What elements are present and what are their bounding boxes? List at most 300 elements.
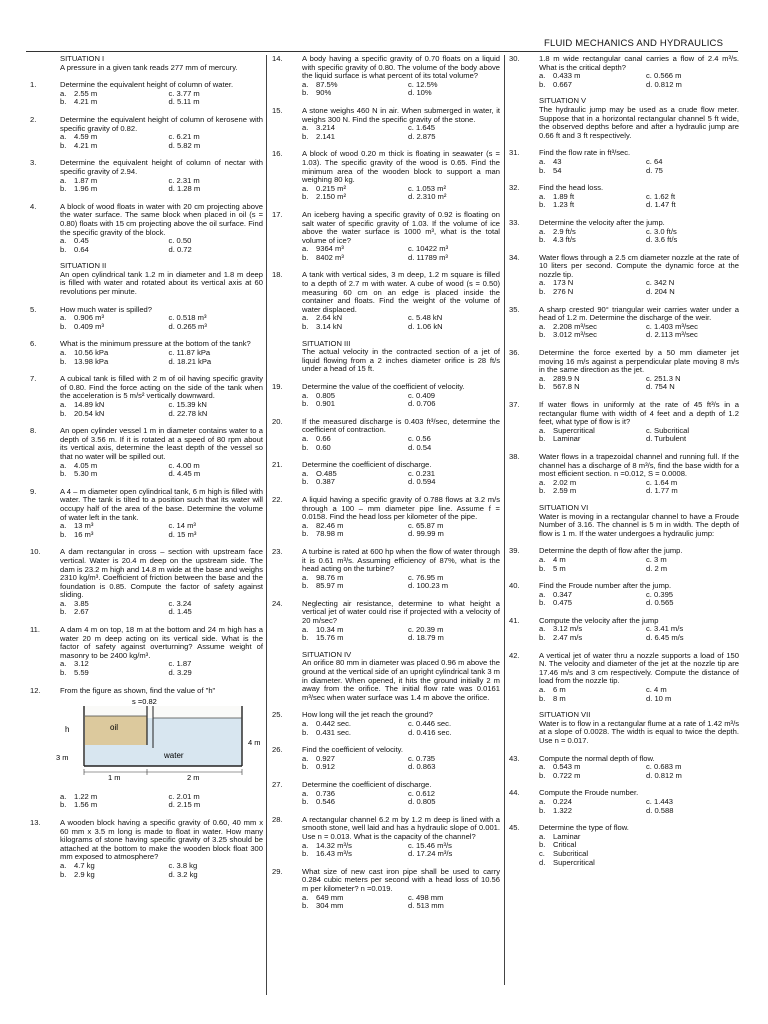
choice-letter: a. bbox=[539, 71, 546, 81]
choice-value: d. 2.875 bbox=[408, 131, 436, 141]
choice-value: d. 0.416 sec. bbox=[408, 727, 452, 737]
choice-value: Critical bbox=[553, 840, 577, 850]
question bbox=[272, 746, 500, 772]
choice-value: d. 22.78 kN bbox=[168, 408, 208, 418]
choice-value: 1.89 ft bbox=[553, 191, 575, 201]
answer-choices bbox=[60, 522, 263, 539]
question-text: Determine the value of the coefficient of velocity. bbox=[302, 382, 465, 391]
column-divider bbox=[266, 55, 267, 995]
choice-letter: b. bbox=[539, 330, 546, 340]
question bbox=[30, 375, 263, 418]
choice-letter: a. bbox=[539, 321, 546, 331]
question-number: 23. bbox=[272, 546, 283, 556]
choice-letter: a. bbox=[539, 624, 546, 634]
choice-letter: a. bbox=[302, 788, 309, 798]
question-text: How long will the jet reach the ground? bbox=[302, 710, 433, 720]
answer-choices bbox=[539, 625, 739, 642]
question-text: If the measured discharge is 0.403 ft³/sec, determine the coefficient of contraction. bbox=[302, 416, 500, 435]
question-text: A vertical jet of water thru a nozzle supports a load of 150 N. The velocity and diameter of the jet at the nozzle tip are 17.46 m/s and 3 cm respectively. Compute the distance of load from the nozzle tip. bbox=[539, 650, 739, 686]
choice-letter: a. bbox=[302, 313, 309, 323]
question-text: A stone weighs 460 N in air. When submerged in water, it weighs 300 N. Find the specific gravity of the stone. bbox=[302, 105, 500, 124]
choice-letter: a. bbox=[302, 753, 309, 763]
question-number: 29. bbox=[272, 866, 283, 876]
question-text: Find the coefficient of velocity. bbox=[302, 745, 404, 755]
choice-value: c. 2.01 m bbox=[168, 791, 200, 801]
situation-heading: SITUATION V bbox=[539, 96, 587, 106]
choice-letter: a. bbox=[302, 244, 309, 254]
choice-letter: c. bbox=[539, 848, 545, 858]
choice-letter: b. bbox=[60, 869, 67, 879]
choice-value: c. 3.24 bbox=[168, 598, 192, 608]
question bbox=[509, 401, 739, 444]
choice-value: 0.409 m³ bbox=[74, 321, 104, 331]
question-number: 14. bbox=[272, 54, 283, 63]
choice-letter: a. bbox=[302, 390, 309, 400]
choice-value: 0.667 bbox=[553, 79, 573, 89]
question-number: 10. bbox=[30, 547, 41, 557]
answer-choices bbox=[539, 228, 739, 245]
answer-choices bbox=[302, 314, 500, 331]
choice-value: 4.21 m bbox=[74, 97, 98, 107]
choice-value: 4.21 m bbox=[74, 140, 98, 150]
choice-value: 98.76 m bbox=[316, 572, 344, 582]
choice-letter: b. bbox=[539, 79, 546, 89]
answer-choices bbox=[60, 90, 263, 107]
choice-value: d. 204 N bbox=[646, 287, 675, 297]
choice-letter: a. bbox=[539, 762, 546, 772]
choice-value: 0.60 bbox=[316, 442, 331, 452]
question bbox=[30, 687, 263, 810]
choice-value: 2.55 m bbox=[74, 88, 98, 98]
choice-value: c. Subcritical bbox=[646, 425, 690, 435]
choice-value: 78.98 m bbox=[316, 529, 344, 539]
question bbox=[509, 582, 739, 608]
choice-value: 4 m bbox=[553, 554, 566, 564]
answer-choices bbox=[60, 314, 263, 331]
question-text: Determine the force exerted by a 50 mm diameter jet moving 16 m/s against a perpendicular plate moving 8 m/s in the same direction as the jet. bbox=[539, 348, 739, 375]
figure-12 bbox=[56, 697, 263, 791]
choice-letter: d. bbox=[539, 857, 546, 867]
answer-choices bbox=[539, 323, 739, 340]
question-number: 17. bbox=[272, 209, 283, 219]
question-text: A body having a specific gravity of 0.70 floats on a liquid with specific gravity of 0.80. The volume of the body above the liquid surface is what percent of its total volume? bbox=[302, 54, 500, 81]
choice-letter: b. bbox=[302, 477, 309, 487]
choice-value: c. 0.231 bbox=[408, 468, 436, 478]
answer-choices bbox=[539, 375, 739, 392]
choice-value: c. 4 m bbox=[646, 685, 667, 695]
question bbox=[509, 219, 739, 245]
choice-value: 0.224 bbox=[553, 796, 573, 806]
answer-choices bbox=[60, 133, 263, 150]
choice-letter: a. bbox=[539, 278, 546, 288]
question bbox=[272, 150, 500, 202]
question-text: A sharp crested 90° triangular weir carries water under a head of 1.2 m. Determine the discharge of the weir. bbox=[539, 304, 739, 323]
choice-value: c. 65.87 m bbox=[408, 520, 444, 530]
answer-choices bbox=[539, 158, 739, 175]
choice-letter: a. bbox=[302, 572, 309, 582]
choice-value: 4.3 ft/s bbox=[553, 235, 576, 245]
question-text: A wooden block having a specific gravity of 0.60, 40 mm x 60 mm x 3.5 m long is made to float in water. How many kilograms of stone having specific gravity of 3.25 should be attached at the bottom to make the wooden block float 300 mm exposed to atmosphere? bbox=[60, 818, 263, 862]
choice-value: d. 0.565 bbox=[646, 598, 674, 608]
choice-value: c. 76.95 m bbox=[408, 572, 444, 582]
question-number: 31. bbox=[509, 148, 520, 158]
choice-value: c. 0.566 m bbox=[646, 71, 682, 81]
question bbox=[272, 211, 500, 263]
question-number: 33. bbox=[509, 217, 520, 227]
choice-value: 0.431 sec. bbox=[316, 727, 352, 737]
answer-choices bbox=[302, 245, 500, 262]
question-number: 24. bbox=[272, 598, 283, 608]
choice-value: d. 0.588 bbox=[646, 805, 674, 815]
question-number: 16. bbox=[272, 149, 283, 159]
answer-choices bbox=[60, 349, 263, 366]
choice-value: 0.901 bbox=[316, 399, 336, 409]
question bbox=[509, 547, 739, 573]
choice-value: Supercritical bbox=[553, 857, 595, 867]
answer-choices bbox=[302, 470, 500, 487]
choice-value: c. 4.00 m bbox=[168, 460, 200, 470]
choice-letter: a. bbox=[539, 831, 546, 841]
question-number: 11. bbox=[30, 625, 40, 635]
choice-value: 276 N bbox=[553, 287, 574, 297]
choice-letter: a. bbox=[60, 598, 67, 608]
question-text: An iceberg having a specific gravity of 0.92 is floating on salt water of specific gravity of 1.03. If the volume of ice above the water surface is 1000 m³, what is the total volume of ice? bbox=[302, 209, 500, 245]
choice-letter: a. bbox=[302, 468, 309, 478]
choice-value: d. 0.72 bbox=[168, 244, 192, 254]
answer-choices bbox=[302, 755, 500, 772]
choice-value: d. 3.29 bbox=[168, 668, 192, 678]
choice-value: 3.12 m/s bbox=[553, 624, 583, 634]
fig-oil-label: oil bbox=[110, 723, 119, 733]
answer-choices bbox=[539, 279, 739, 296]
question-text: A dam rectangular in cross – section with upstream face vertical. Water is 20.4 m deep on the upstream side. The dam is 23.2 m high and 14.8 m wide at the base and weighs 2310 kg/m³. Coefficient of friction between the base and the foundation is 0.85. Compute the factor of safety against sliding. bbox=[60, 547, 263, 600]
situation-text: The hydraulic jump may be used as a crude flow meter. Suppose that in a horizontal rectangular channel 5 ft wide, the observed depths before and after a hydraulic jump are 0.66 ft and 3 ft respectively. bbox=[539, 104, 739, 140]
choice-value: 54 bbox=[553, 165, 562, 175]
question-text: A rectangular channel 6.2 m by 1.2 m deep is lined with a smooth stone, well laid and has a hydraulic slope of 0.001. Use n = 0.013. What is the capacity of the channel? bbox=[302, 814, 500, 841]
question-text: What is the minimum pressure at the bottom of the tank? bbox=[60, 339, 251, 349]
answer-choices bbox=[539, 479, 739, 496]
choice-value: d. 2 m bbox=[646, 563, 668, 573]
question-number: 9. bbox=[30, 486, 37, 496]
question-number: 45. bbox=[509, 823, 520, 833]
choice-letter: a. bbox=[60, 659, 67, 669]
question-number: 20. bbox=[272, 416, 283, 426]
choice-value: 0.912 bbox=[316, 762, 336, 772]
choice-letter: a. bbox=[60, 860, 67, 870]
choice-value: c. 0.50 bbox=[168, 236, 192, 246]
choice-letter: a. bbox=[60, 88, 67, 98]
choice-value: 0.215 m² bbox=[316, 183, 346, 193]
question bbox=[272, 781, 500, 807]
choice-letter: a. bbox=[302, 123, 309, 133]
question-text: Compute the velocity after the jump bbox=[539, 615, 659, 625]
choice-letter: b. bbox=[539, 235, 546, 245]
choice-value: 2.47 m/s bbox=[553, 633, 583, 643]
choice-value: d. 2.113 m³/sec bbox=[646, 330, 698, 340]
choice-letter: b. bbox=[302, 529, 309, 539]
question-number: 42. bbox=[509, 650, 520, 660]
choice-value: c. 6.21 m bbox=[168, 132, 200, 142]
question-text: Water flows through a 2.5 cm diameter nozzle at the rate of 10 liters per second. Compute the dynamic force at the nozzle tip. bbox=[539, 252, 739, 279]
choice-value: d. 0.805 bbox=[408, 797, 436, 807]
question-number: 19. bbox=[272, 382, 283, 391]
choice-value: Laminar bbox=[553, 831, 581, 841]
question bbox=[272, 418, 500, 452]
choice-value: 10.56 kPa bbox=[74, 348, 109, 358]
question-number: 12. bbox=[30, 685, 41, 695]
choice-value: d. 6.45 m/s bbox=[646, 633, 684, 643]
choice-value: d. 10 m bbox=[646, 693, 672, 703]
choice-letter: a. bbox=[60, 791, 67, 801]
choice-letter: b. bbox=[539, 563, 546, 573]
tank-diagram bbox=[56, 697, 282, 788]
choice-value: d. 0.812 m bbox=[646, 770, 682, 780]
situation-text: A pressure in a given tank reads 277 mm of mercury. bbox=[60, 62, 238, 72]
choice-value: 90% bbox=[316, 88, 332, 98]
choice-value: d. 99.99 m bbox=[408, 529, 444, 539]
question-number: 27. bbox=[272, 779, 283, 789]
question-number: 37. bbox=[509, 400, 520, 409]
answer-choices bbox=[302, 435, 500, 452]
question-text: Find the flow rate in ft³/sec. bbox=[539, 148, 631, 158]
choice-value: 0.906 m³ bbox=[74, 313, 104, 323]
choice-value: 1.22 m bbox=[74, 791, 98, 801]
question-text: A cubical tank is filled with 2 m of oil having specific gravity of 0.80. Find the force acting on the side of the tank when the acceleration is 5 m/s² vertically downward. bbox=[60, 374, 263, 401]
choice-value: d. 754 N bbox=[646, 382, 675, 392]
question bbox=[30, 306, 263, 332]
question-number: 22. bbox=[272, 494, 283, 504]
question bbox=[272, 816, 500, 859]
answer-choices bbox=[302, 626, 500, 643]
choice-letter: b. bbox=[539, 434, 546, 444]
choice-value: 9364 m³ bbox=[316, 244, 344, 254]
choice-value: d. 0.54 bbox=[408, 442, 432, 452]
question-number: 18. bbox=[272, 270, 283, 280]
question bbox=[272, 496, 500, 539]
choice-value: c. 5.48 kN bbox=[408, 313, 443, 323]
choice-value: c. 1.87 bbox=[168, 659, 192, 669]
answer-choices bbox=[302, 81, 500, 98]
situation-text: Water is moving in a rectangular channel to have a Froude Number of 3.16. The channel is 5 m in width. The depth of flow is 1 m. If the water undergoes a hydraulic jump: bbox=[539, 511, 739, 538]
question-text: Compute the Froude number. bbox=[539, 788, 639, 798]
question bbox=[509, 306, 739, 340]
answer-choices bbox=[539, 556, 739, 573]
choice-letter: a. bbox=[60, 348, 67, 358]
answer-choices bbox=[60, 660, 263, 677]
question-text: Determine the equivalent height of column of kerosene with specific gravity of 0.82. bbox=[60, 114, 263, 133]
question-text: From the figure as shown, find the value of "h" bbox=[60, 685, 216, 695]
choice-letter: b. bbox=[60, 356, 67, 366]
situation-heading: SITUATION IV bbox=[302, 649, 352, 659]
choice-value: c. 3.77 m bbox=[168, 88, 200, 98]
choice-value: d. 1.45 bbox=[168, 607, 192, 617]
question bbox=[509, 55, 739, 89]
question-number: 15. bbox=[272, 105, 283, 115]
answer-choices bbox=[539, 798, 739, 815]
question-number: 3. bbox=[30, 158, 37, 168]
choice-value: c. 1.053 m² bbox=[408, 183, 446, 193]
question-number: 40. bbox=[509, 581, 520, 591]
choice-letter: b. bbox=[539, 598, 546, 608]
fig-3m-label: 3 m bbox=[56, 753, 69, 763]
choice-letter: a. bbox=[60, 236, 67, 246]
choice-value: 4.7 kg bbox=[74, 860, 95, 870]
question bbox=[509, 755, 739, 781]
choice-value: 0.45 bbox=[74, 236, 89, 246]
choice-value: 5.59 bbox=[74, 668, 89, 678]
question-text: What size of new cast iron pipe shall be used to carry 0.284 cubic meters per second with a head loss of 10.56 m per kilometer? n =0.019. bbox=[302, 866, 500, 893]
choice-value: 0.347 bbox=[553, 589, 573, 599]
question bbox=[30, 488, 263, 540]
choice-letter: a. bbox=[539, 226, 546, 236]
choice-value: c. 14 m³ bbox=[168, 521, 196, 531]
choice-value: d. 1.28 m bbox=[168, 184, 201, 194]
choice-letter: b. bbox=[302, 88, 309, 98]
question-text: A turbine is rated at 600 hp when the flow of water through it is 0.61 m³/s. Assuming efficiency of 87%, what is the head acting on the turbine? bbox=[302, 546, 500, 574]
choice-value: 1.87 m bbox=[74, 175, 98, 185]
question-text: Determine the equivalent height of column of nectar with specific gravity of 2.94. bbox=[60, 158, 263, 176]
answer-choices bbox=[539, 427, 739, 444]
choice-value: c. 0.683 m bbox=[646, 762, 682, 772]
choice-value: 8402 m³ bbox=[316, 252, 344, 262]
column-1 bbox=[30, 55, 263, 879]
choice-letter: b. bbox=[539, 486, 546, 496]
answer-choices bbox=[302, 790, 500, 807]
question-text: Find the Froude number after the jump. bbox=[539, 581, 672, 591]
choice-value: 0.927 bbox=[316, 753, 336, 763]
question-number: 2. bbox=[30, 114, 37, 124]
question bbox=[509, 349, 739, 392]
choice-letter: b. bbox=[539, 805, 546, 815]
choice-letter: b. bbox=[302, 131, 309, 141]
question-number: 6. bbox=[30, 339, 37, 349]
question-text: Determine the coefficient of discharge. bbox=[302, 779, 432, 789]
question-text: If water flows in uniformly at the rate of 45 ft³/s in a rectangular flume with width of 4 feet and a depth of 1.2 feet, what type of flow is it? bbox=[539, 400, 739, 427]
choice-value: c. 3.0 ft/s bbox=[646, 226, 677, 236]
choice-value: c. 1.645 bbox=[408, 123, 436, 133]
answer-choices bbox=[60, 600, 263, 617]
choice-value: d. 15 m³ bbox=[168, 529, 197, 539]
choice-value: 3.012 m³/sec bbox=[553, 330, 597, 340]
question bbox=[509, 824, 739, 867]
fig-4m-label: 4 m bbox=[248, 738, 261, 748]
question bbox=[272, 548, 500, 591]
question-number: 25. bbox=[272, 710, 283, 720]
choice-value: 13 m³ bbox=[74, 521, 94, 531]
choice-value: Laminar bbox=[553, 434, 581, 444]
choice-value: 0.64 bbox=[74, 244, 89, 254]
question bbox=[509, 617, 739, 643]
choice-letter: b. bbox=[539, 633, 546, 643]
choice-value: 0.805 bbox=[316, 390, 336, 400]
question-text: Find the head loss. bbox=[539, 183, 604, 193]
choice-value: 13.98 kPa bbox=[74, 356, 109, 366]
choice-letter: a. bbox=[60, 313, 67, 323]
answer-choices bbox=[302, 720, 500, 737]
choice-value: c. 15.39 kN bbox=[168, 400, 207, 409]
choice-value: 14.89 kN bbox=[74, 400, 105, 409]
choice-letter: b. bbox=[60, 469, 67, 479]
choice-value: d. 75 bbox=[646, 165, 663, 175]
question-number: 36. bbox=[509, 348, 520, 358]
choice-value: 304 mm bbox=[316, 901, 344, 911]
choice-value: c. 3 m bbox=[646, 554, 667, 564]
question-number: 21. bbox=[272, 460, 283, 470]
choice-value: c. 2.31 m bbox=[168, 175, 200, 185]
answer-choices bbox=[60, 401, 263, 418]
choice-letter: b. bbox=[302, 252, 309, 262]
question-number: 41. bbox=[509, 615, 520, 625]
choice-letter: b. bbox=[539, 693, 546, 703]
answer-choices bbox=[302, 392, 500, 409]
question-text: A dam 4 m on top, 18 m at the bottom and 24 m high has a water 20 m deep acting on its vertical side. What is the factor of safety against overturning? Assume weight of masonry to be 2400 kg/m³. bbox=[60, 625, 263, 660]
answer-choices bbox=[60, 862, 263, 879]
choice-value: 6 m bbox=[553, 685, 566, 695]
choice-value: d. 0.706 bbox=[408, 399, 436, 409]
choice-letter: a. bbox=[539, 191, 546, 201]
choice-value: d. 17.24 m³/s bbox=[408, 849, 453, 859]
question-number: 8. bbox=[30, 426, 37, 436]
question-number: 39. bbox=[509, 546, 520, 556]
choice-letter: a. bbox=[302, 719, 309, 728]
choice-value: 649 mm bbox=[316, 892, 344, 902]
fig-sg-label: s =0.82 bbox=[132, 697, 157, 707]
choice-value: 289.9 N bbox=[553, 373, 580, 383]
situation-heading: SITUATION VI bbox=[539, 502, 589, 512]
fig-h-label: h bbox=[65, 725, 70, 735]
question bbox=[30, 626, 263, 678]
choice-letter: a. bbox=[539, 425, 546, 435]
choice-letter: b. bbox=[60, 140, 67, 150]
question-text: Determine the type of flow. bbox=[539, 823, 629, 833]
choice-value: 4.59 m bbox=[74, 132, 98, 142]
choice-letter: b. bbox=[60, 184, 67, 194]
question bbox=[30, 427, 263, 479]
choice-letter: b. bbox=[302, 797, 309, 807]
question-text: An open cylinder vessel 1 m in diameter contains water to a depth of 3.56 m. If it is rotated at a speed of 80 rpm about its vertical axis, determine the least depth of the vessel so that no water will be spilled out. bbox=[60, 426, 263, 461]
choice-value: d. 1.77 m bbox=[646, 486, 678, 496]
question bbox=[30, 203, 263, 255]
choice-value: 15.76 m bbox=[316, 633, 344, 643]
choice-value: c. 251.3 N bbox=[646, 373, 681, 383]
choice-value: d. 2.15 m bbox=[168, 800, 201, 810]
answer-choices bbox=[302, 842, 500, 859]
choice-value: 20.54 kN bbox=[74, 408, 105, 418]
choice-letter: a. bbox=[302, 433, 309, 443]
choice-letter: b. bbox=[302, 581, 309, 591]
choice-value: 8 m bbox=[553, 693, 566, 703]
situation-heading: SITUATION II bbox=[60, 261, 107, 271]
situation-text: An orifice 80 mm in diameter was placed 0.96 m above the ground at the vertical side of an upright cylindrical tank 3 m in diameter. When opened, it hits the ground initially 2 m away from the orifice. The initial flow rate was 0.0161 m³/sec when water surface was 1.4 m above the orifice. bbox=[302, 658, 500, 702]
choice-letter: b. bbox=[60, 97, 67, 107]
question bbox=[30, 819, 263, 879]
question bbox=[272, 107, 500, 141]
answer-choices bbox=[302, 574, 500, 591]
choice-value: 0.387 bbox=[316, 477, 336, 487]
choice-value: c. 1.62 ft bbox=[646, 191, 676, 201]
choice-value: d. 3.6 ft/s bbox=[646, 235, 678, 245]
choice-letter: a. bbox=[539, 685, 546, 695]
choice-letter: a. bbox=[539, 156, 546, 166]
choice-value: 14.32 m³/s bbox=[316, 840, 352, 850]
choice-value: c. 12.5% bbox=[408, 79, 438, 89]
choice-letter: b. bbox=[302, 901, 309, 911]
choice-value: 173 N bbox=[553, 278, 574, 288]
question-number: 32. bbox=[509, 183, 520, 193]
choice-letter: b. bbox=[302, 762, 309, 772]
question bbox=[30, 548, 263, 617]
choice-value: 85.97 m bbox=[316, 581, 344, 591]
